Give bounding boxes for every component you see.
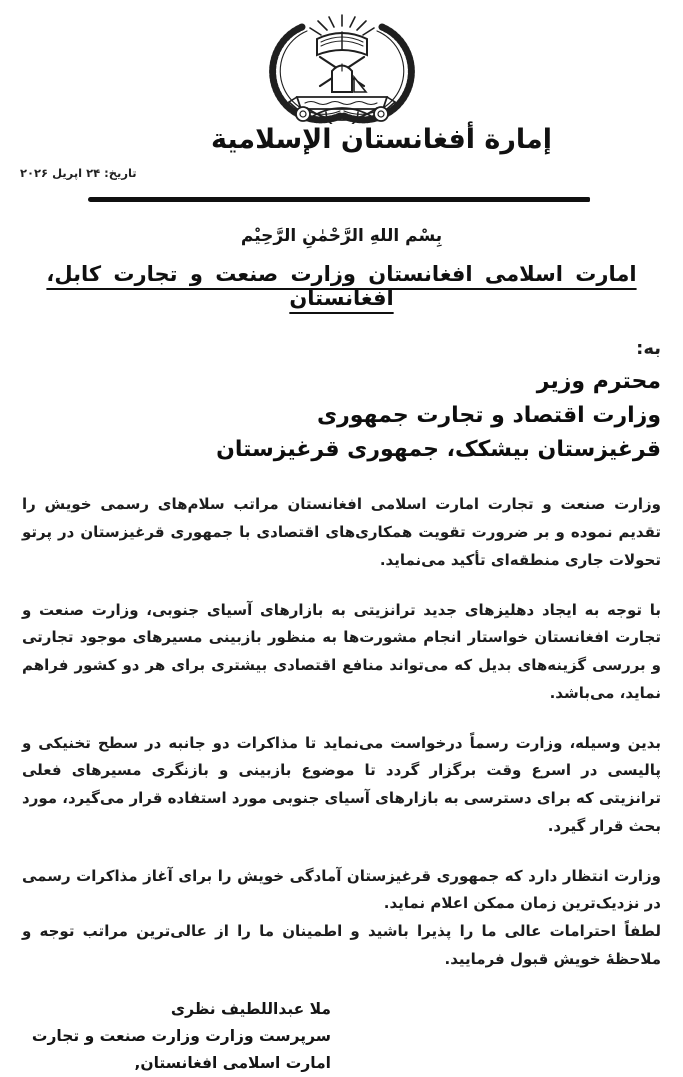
recipient-block [22,365,661,467]
signatory-name: ملا عبداللطیف نظری [170,999,331,1018]
body-paragraph: وزارت انتظار دارد که جمهوری قرغیزستان آمادگی خویش را برای آغاز مذاکرات رسمی در نزدیک‌ترین زمان ممکن اعلام نماید. [22,866,661,913]
recipient-line: محترم وزیر [536,369,661,394]
signatory-title: سرپرست وزارت وزارت صنعت و تجارت [31,1026,331,1045]
recipient-line: وزارت اقتصاد و تجارت جمهوری [316,403,661,429]
body-paragraph: وزارت صنعت و تجارت امارت اسلامی افغانستان مراتب سلام‌های رسمی خویش را تقدیم نموده و بر ضرورت تقویت همکاری‌های اقتصادی با جمهوری قرغیزستان در پرتو تحولات جاری منطقه‌ای تأکید می‌نماید. [22,495,661,569]
letterhead [0,0,683,210]
to-label: به: [636,338,661,359]
recipient-line: قرغیزستان بیشکک، جمهوری قرغیزستان [216,437,661,463]
emirate-calligraphy-text: إمارة أفغانستان الإسلامية [210,124,553,155]
signatory-organization: امارت اسلامی افغانستان, [134,1053,331,1072]
body-paragraph: بدین وسیله، وزارت رسماً درخواست می‌نماید تا مذاکرات دو جانبه در سطح تخنیکی و پالیسی در اسرع وقت برگزار گردد تا موضوع بازبینی و بازنگری مسیرهای فعلی ترانزیتی که برای دسترسی به بازارهای آسیای جنوبی مورد استفاده قرار می‌گیرد، مورد بحث قرار گیرد. [22,733,661,835]
letter-title: امارت اسلامی افغانستان وزارت صنعت و تجارت کابل، افغانستان [46,262,637,310]
closing-courtesy-line: لطفاً احترامات عالی ما را پذیرا باشید و اطمینان ما را از عالی‌ترین مراتب توجه و ملاحظهٔ خویش قبول فرمایید. [22,922,661,968]
letter-body [22,491,661,973]
afghanistan-emirate-emblem-icon [246,12,438,124]
header-divider-rule [88,197,590,202]
body-paragraph: با توجه به ایجاد دهلیزهای جدید ترانزیتی به بازارهای آسیای جنوبی، وزارت صنعت و تجارت افغانستان خواستار انجام مشورت‌ها به منظور بازبینی مسیرهای موجود تجارتی و بررسی گزینه‌های بدیل که می‌تواند منافع اقتصادی بیشتری برای هر دو کشور فراهم نماید، می‌باشد. [22,600,661,702]
letter-date: تاریخ: ۲۴ اپریل ۲۰۲۶ [20,166,137,180]
bismillah-text: بِسْم اللهِ الرَّحْمٰنِ الرَّحِیْم [240,226,443,246]
signature-block [32,996,331,1077]
letter-content [0,226,683,1077]
